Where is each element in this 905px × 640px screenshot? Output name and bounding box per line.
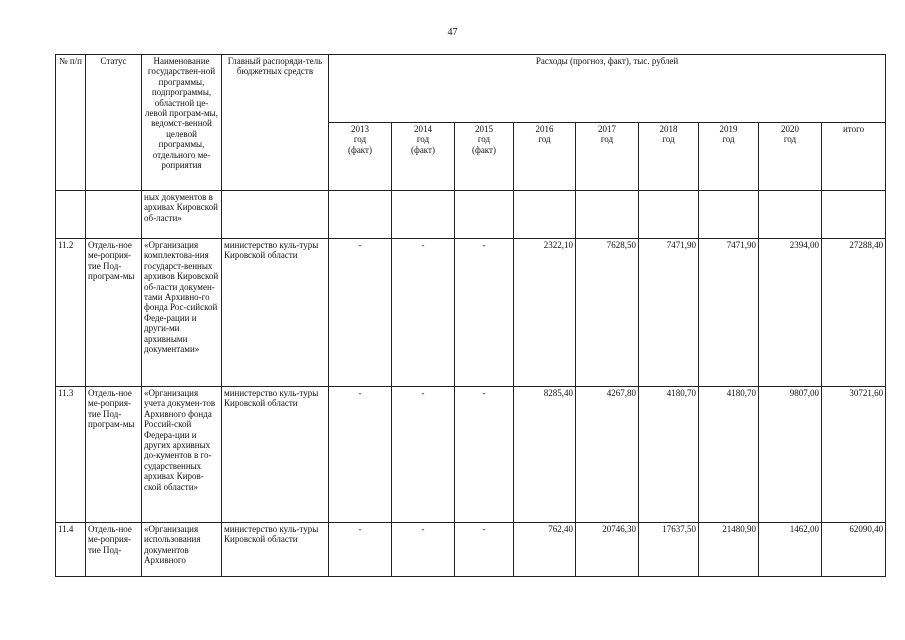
header-total: итого [822, 123, 886, 191]
header-year-2018: 2018 год [639, 123, 699, 191]
value-2019: 4180,70 [699, 387, 759, 523]
value-2018: 4180,70 [639, 387, 699, 523]
row-num: 11.3 [56, 387, 86, 523]
value-2015: - [455, 523, 514, 577]
row-manager: министерство куль-туры Кировской области [222, 239, 329, 387]
value-2014: - [392, 523, 455, 577]
table-row [56, 239, 886, 387]
header-expenses: Расходы (прогноз, факт), тыс. рублей [329, 55, 886, 123]
row-name: «Организация комплектова-ния государст-венных архивов Кировской об-ласти докумен-тами Архивно-го фонда Рос-сийской Феде-рации и други-ми архивными документами» [142, 239, 222, 387]
row-num: 11.2 [56, 239, 86, 387]
value-total: 62090,40 [822, 523, 886, 577]
header-year-2014: 2014 год (факт) [392, 123, 455, 191]
header-name: Наименование государствен-ной программы, подпрограммы, областной це-левой програм-мы, ведомст-венной целевой программы, отдельного ме-роприятия [142, 55, 222, 191]
value-2019: 7471,90 [699, 239, 759, 387]
budget-table [55, 54, 886, 577]
value-2017: 4267,80 [576, 387, 639, 523]
page-number: 47 [447, 27, 458, 38]
value-2018: 7471,90 [639, 239, 699, 387]
row-name: «Организация использования документов Архивного [142, 523, 222, 577]
value-2017: 20746,30 [576, 523, 639, 577]
header-num: № п/п [56, 55, 86, 191]
table-row [56, 387, 886, 523]
header-manager: Главный распоряди-тель бюджетных средств [222, 55, 329, 191]
row-status: Отдель-ное ме-роприя-тие Под-програм-мы [86, 387, 142, 523]
value-2017: 7628,50 [576, 239, 639, 387]
value-2020: 9807,00 [759, 387, 822, 523]
row-status: Отдель-ное ме-роприя-тие Под-програм-мы [86, 239, 142, 387]
value-2013: - [329, 239, 392, 387]
header-year-2019: 2019 год [699, 123, 759, 191]
table-row [56, 523, 886, 577]
header-year-2013: 2013 год (факт) [329, 123, 392, 191]
row-num: 11.4 [56, 523, 86, 577]
value-2014: - [392, 239, 455, 387]
value-total: 27288,40 [822, 239, 886, 387]
header-year-2015: 2015 год (факт) [455, 123, 514, 191]
row-manager: министерство куль-туры Кировской области [222, 387, 329, 523]
value-2013: - [329, 523, 392, 577]
value-2015: - [455, 239, 514, 387]
continuation-name: ных документов в архивах Кировской об-ласти» [142, 191, 222, 239]
value-2015: - [455, 387, 514, 523]
value-2019: 21480,90 [699, 523, 759, 577]
header-year-2020: 2020 год [759, 123, 822, 191]
value-total: 30721,60 [822, 387, 886, 523]
header-status: Статус [86, 55, 142, 191]
header-year-2016: 2016 год [514, 123, 576, 191]
row-status: Отдель-ное ме-роприя-тие Под- [86, 523, 142, 577]
value-2016: 762,40 [514, 523, 576, 577]
value-2020: 1462,00 [759, 523, 822, 577]
value-2020: 2394,00 [759, 239, 822, 387]
row-manager: министерство куль-туры Кировской области [222, 523, 329, 577]
value-2016: 2322,10 [514, 239, 576, 387]
value-2014: - [392, 387, 455, 523]
value-2013: - [329, 387, 392, 523]
table-row [56, 191, 886, 239]
header-year-2017: 2017 год [576, 123, 639, 191]
value-2016: 8285,40 [514, 387, 576, 523]
row-name: «Организация учета докумен-тов Архивного фонда Россий-ской Федера-ции и других архивных до-кументов в го-сударственных архивах Киров-ской области» [142, 387, 222, 523]
value-2018: 17637,50 [639, 523, 699, 577]
header-row [56, 55, 886, 123]
